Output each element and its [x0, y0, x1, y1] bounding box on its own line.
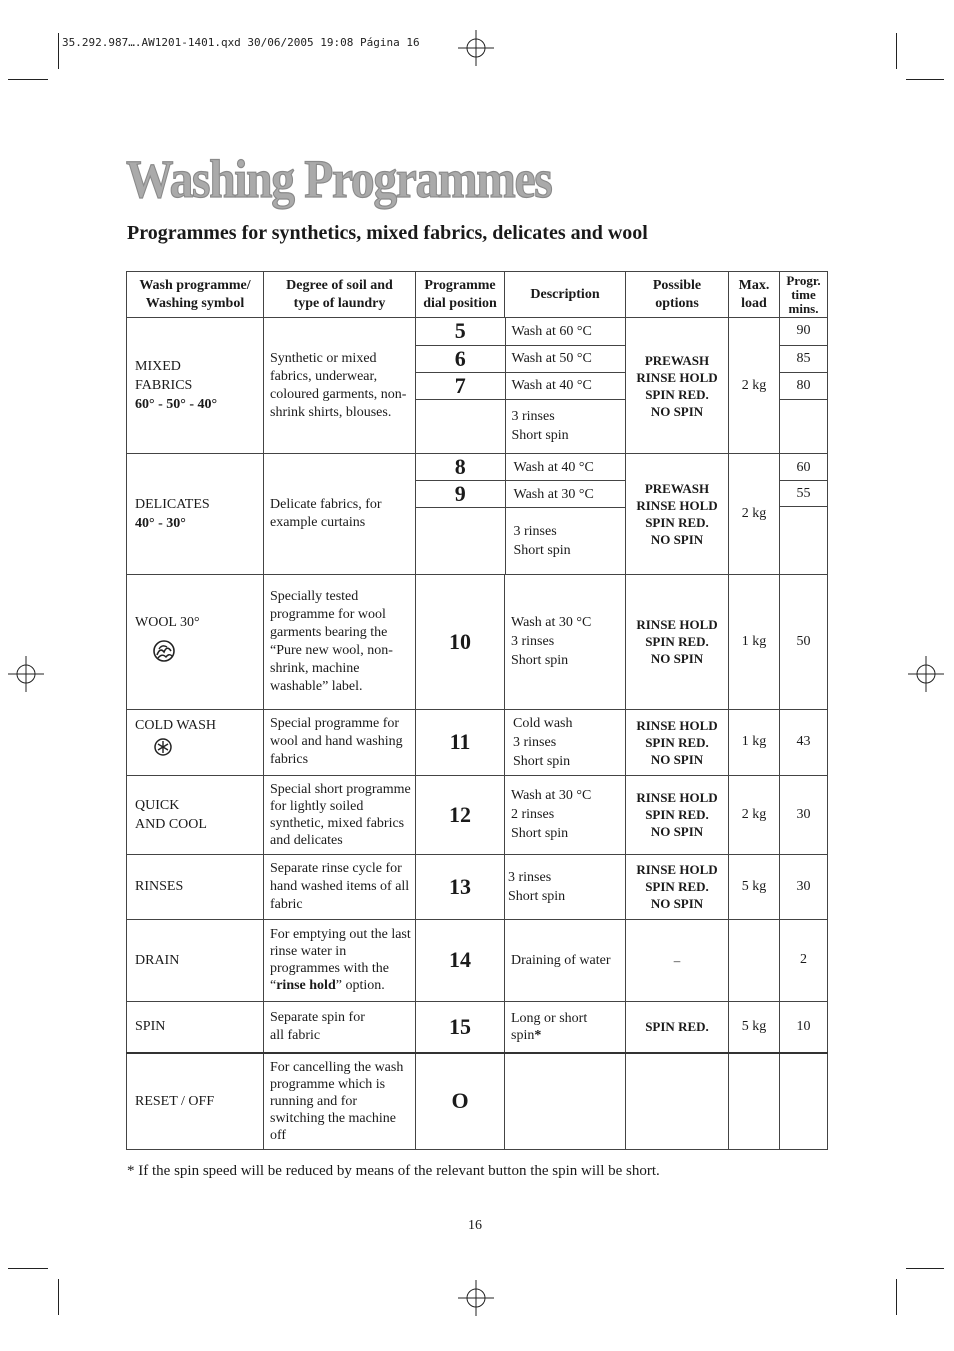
crop-mark — [906, 1268, 944, 1269]
table-row: MIXED FABRICS 60° - 50° - 40° Synthetic or mixed fabrics, underwear, coloured garments, non-shrink shirts, blouses. 5 Wash at 60 °C 6 Wash at 50 °C 7 Wash at 40 °C 3 rinses Short spin PREWASH RINSE HOLD SPIN RED. NO SPIN 2 kg 90 85 80 — [127, 318, 828, 454]
registration-mark-icon — [908, 656, 944, 692]
description-line: Wash at 50 °C — [505, 345, 626, 372]
cold-wash-symbol-icon — [153, 737, 173, 757]
programme-cell: COLD WASH — [127, 709, 264, 775]
dial-position: 8 — [416, 454, 505, 481]
crop-mark — [8, 1268, 48, 1269]
options-cell: RINSE HOLD SPIN RED. NO SPIN — [626, 574, 729, 709]
temperature-range: 40° - 30° — [135, 515, 186, 531]
description-line: Wash at 40 °C — [505, 372, 626, 399]
soil-cell: Special programme for wool and hand washing fabrics — [264, 709, 416, 775]
options-cell: PREWASH RINSE HOLD SPIN RED. NO SPIN — [626, 454, 729, 575]
description-line: Wash at 60 °C — [505, 318, 626, 345]
dial-position: 7 — [416, 372, 505, 399]
page-title: Washing Programmes — [126, 149, 552, 209]
dial-position: 11 — [416, 709, 505, 775]
table-row — [127, 709, 828, 775]
dial-position: 12 — [416, 775, 505, 854]
soil-cell: Delicate fabrics, for example curtains — [264, 454, 416, 575]
dial-position: 10 — [416, 574, 505, 709]
slug-line: 35.292.987….AW1201-1401.qxd 30/06/2005 19:08 Página 16 — [62, 36, 420, 49]
soil-cell: For cancelling the wash programme which is running and for switching the machine off — [264, 1053, 416, 1149]
options-cell: RINSE HOLD SPIN RED. NO SPIN — [626, 709, 729, 775]
time-value: 80 — [780, 372, 827, 399]
time-value: 50 — [780, 574, 828, 709]
load-cell: 1 kg — [729, 709, 780, 775]
header-programme: Wash programme/ Washing symbol — [127, 272, 264, 318]
load-cell: 2 kg — [729, 775, 780, 854]
header-soil: Degree of soil and type of laundry — [264, 272, 416, 318]
time-value: 43 — [780, 709, 828, 775]
header-options: Possible options — [626, 272, 729, 318]
table-row — [127, 1053, 828, 1149]
table-row: DELICATES 40° - 30° Delicate fabrics, for example curtains 8 Wash at 40 °C 9 Wash at 30 °C 3 rinses Short spin PREWASH RINSE HOLD SPIN RED. NO SPIN 2 kg 60 55 — [127, 454, 828, 575]
registration-mark-icon — [8, 656, 44, 692]
time-value: 55 — [780, 481, 827, 507]
options-cell: RINSE HOLD SPIN RED. NO SPIN — [626, 854, 729, 919]
options-cell: PREWASH RINSE HOLD SPIN RED. NO SPIN — [626, 318, 729, 454]
programme-cell: WOOL 30° — [127, 574, 264, 709]
load-cell: 5 kg — [729, 854, 780, 919]
wool-symbol-icon — [151, 638, 177, 664]
soil-cell: For emptying out the last rinse water in programmes with the “rinse hold” option. — [264, 919, 416, 1001]
crop-mark — [58, 33, 59, 69]
load-cell: 2 kg — [729, 454, 780, 575]
crop-mark — [896, 1279, 897, 1315]
load-cell: 2 kg — [729, 318, 780, 454]
crop-mark — [896, 33, 897, 69]
dial-position: 9 — [416, 481, 505, 508]
load-cell — [729, 919, 780, 1001]
soil-cell: Separate spin for all fabric — [264, 1001, 416, 1053]
header-description: Description — [505, 272, 626, 318]
soil-cell: Special short programme for lightly soiled synthetic, mixed fabrics and delicates — [264, 775, 416, 854]
dial-position: 5 — [416, 318, 505, 345]
registration-mark-icon — [458, 1280, 494, 1316]
footnote-marker: * — [534, 1027, 542, 1043]
description-line: Wash at 40 °C — [505, 454, 626, 481]
temperature-range: 60° - 50° - 40° — [135, 397, 218, 412]
programme-cell: SPIN — [127, 1001, 264, 1053]
table-row — [127, 1001, 828, 1053]
time-value: 30 — [780, 854, 828, 919]
time-value: 85 — [780, 345, 827, 372]
table-row — [127, 854, 828, 919]
dial-position: 6 — [416, 345, 505, 372]
options-cell: – — [626, 919, 729, 1001]
time-value: 30 — [780, 775, 828, 854]
page-number: 16 — [468, 1218, 482, 1233]
description-line: Wash at 30 °C — [505, 481, 626, 508]
programme-cell: RESET / OFF — [127, 1053, 264, 1149]
header-time: Progr. time mins. — [780, 272, 828, 318]
programmes-table — [126, 271, 828, 1150]
description-cell: Wash at 30 °C 3 rinses Short spin — [505, 574, 626, 709]
description-cell: Cold wash 3 rinses Short spin — [505, 709, 626, 775]
footnote: * If the spin speed will be reduced by means of the relevant button the spin will be short. — [127, 1163, 660, 1179]
crop-mark — [906, 79, 944, 80]
programme-cell: MIXED FABRICS 60° - 50° - 40° — [127, 318, 264, 454]
dial-position: 14 — [416, 919, 505, 1001]
options-cell: SPIN RED. — [626, 1001, 729, 1053]
time-value: 60 — [780, 455, 827, 481]
dial-position: 13 — [416, 854, 505, 919]
options-cell: RINSE HOLD SPIN RED. NO SPIN — [626, 775, 729, 854]
programme-cell: QUICK AND COOL — [127, 775, 264, 854]
table-row — [127, 775, 828, 854]
soil-cell: Separate rinse cycle for hand washed items of all fabric — [264, 854, 416, 919]
programme-cell: DELICATES 40° - 30° — [127, 454, 264, 575]
table-row — [127, 574, 828, 709]
description-cell: Wash at 30 °C 2 rinses Short spin — [505, 775, 626, 854]
dial-position: 15 — [416, 1001, 505, 1053]
programme-cell: RINSES — [127, 854, 264, 919]
page-subtitle: Programmes for synthetics, mixed fabrics, delicates and wool — [127, 222, 648, 244]
time-value: 90 — [780, 318, 827, 345]
load-cell: 1 kg — [729, 574, 780, 709]
header-dial: Programme dial position — [416, 272, 505, 318]
header-load: Max. load — [729, 272, 780, 318]
programme-cell: DRAIN — [127, 919, 264, 1001]
dial-position: O — [416, 1053, 505, 1149]
crop-mark — [58, 1279, 59, 1315]
soil-cell: Synthetic or mixed fabrics, underwear, coloured garments, non-shrink shirts, blouses. — [264, 318, 416, 454]
table-row — [127, 919, 828, 1001]
soil-cell: Specially tested programme for wool garments bearing the “Pure new wool, non-shrink, machine washable” label. — [264, 574, 416, 709]
description-cell: Draining of water — [505, 919, 626, 1001]
time-value: 2 — [780, 919, 828, 1001]
crop-mark — [8, 79, 48, 80]
time-value: 10 — [780, 1001, 828, 1053]
description-cell: Long or short spin* — [505, 1001, 626, 1053]
table-header-row — [127, 272, 828, 318]
description-cell: 3 rinses Short spin — [505, 854, 626, 919]
load-cell: 5 kg — [729, 1001, 780, 1053]
registration-mark-icon — [458, 30, 494, 66]
